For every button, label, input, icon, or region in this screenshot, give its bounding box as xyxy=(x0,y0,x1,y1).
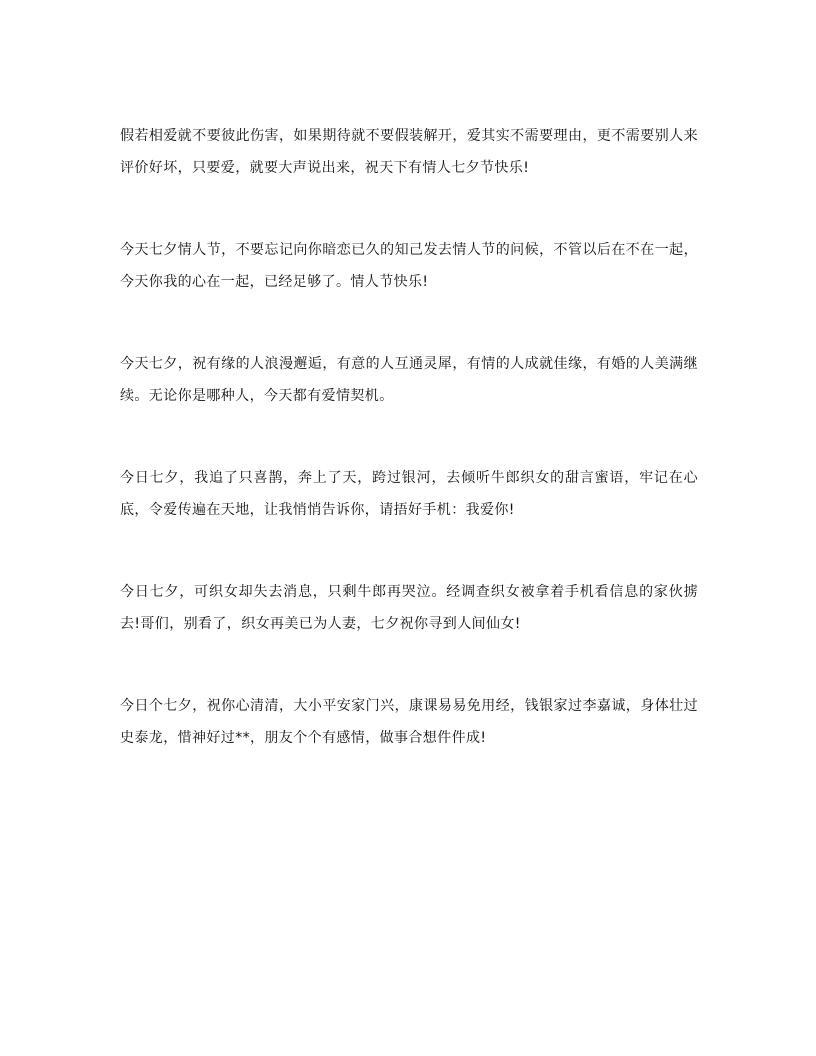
document-body xyxy=(120,120,698,804)
paragraph-3: 今天七夕，祝有缘的人浪漫邂逅，有意的人互通灵犀，有情的人成就佳缘，有婚的人美满继续。无论你是哪种人，今天都有爱情契机。 xyxy=(120,356,698,404)
paragraph-2: 今天七夕情人节，不要忘记向你暗恋已久的知己发去情人节的问候，不管以后在不在一起，今天你我的心在一起，已经足够了。情人节快乐! xyxy=(120,242,698,290)
paragraph-1: 假若相爱就不要彼此伤害，如果期待就不要假装解开，爱其实不需要理由，更不需要别人来评价好坏，只要爱，就要大声说出来，祝天下有情人七夕节快乐! xyxy=(120,128,698,176)
paragraph-6: 今日个七夕，祝你心清清，大小平安家门兴，康课易易免用经，钱银家过李嘉诚，身体壮过史泰龙，惜神好过**，朋友个个有感情，做事合想件件成! xyxy=(120,698,698,746)
paragraph-4: 今日七夕，我追了只喜鹊，奔上了天，跨过银河，去倾听牛郎织女的甜言蜜语，牢记在心底，令爱传遍在天地，让我悄悄告诉你，请捂好手机：我爱你! xyxy=(120,470,698,518)
paragraph-5: 今日七夕，可织女却失去消息，只剩牛郎再哭泣。经调查织女被拿着手机看信息的家伙掳去!哥们，别看了，织女再美已为人妻，七夕祝你寻到人间仙女! xyxy=(120,584,698,632)
